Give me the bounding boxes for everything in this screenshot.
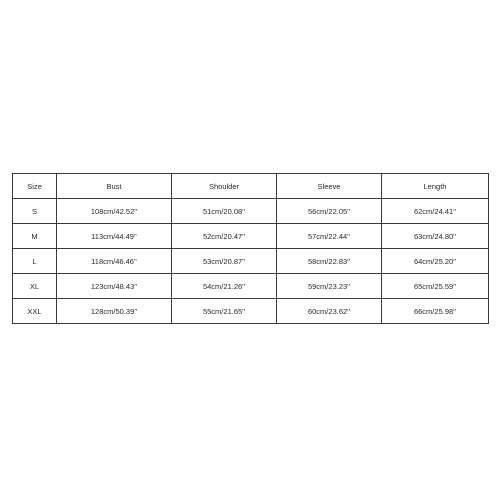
length-cell: 66cm/25.98'' bbox=[382, 299, 489, 324]
sleeve-cell: 57cm/22.44'' bbox=[277, 224, 382, 249]
header-bust: Bust bbox=[57, 174, 172, 199]
table-row bbox=[13, 224, 489, 249]
sleeve-cell: 59cm/23.23'' bbox=[277, 274, 382, 299]
length-cell: 64cm/25.20'' bbox=[382, 249, 489, 274]
shoulder-cell: 51cm/20.08'' bbox=[172, 199, 277, 224]
bust-cell: 113cm/44.49'' bbox=[57, 224, 172, 249]
table-row bbox=[13, 299, 489, 324]
length-cell: 62cm/24.41'' bbox=[382, 199, 489, 224]
sleeve-cell: 56cm/22.05'' bbox=[277, 199, 382, 224]
bust-cell: 118cm/46.46'' bbox=[57, 249, 172, 274]
sleeve-cell: 58cm/22.83'' bbox=[277, 249, 382, 274]
table-row bbox=[13, 249, 489, 274]
header-length: Length bbox=[382, 174, 489, 199]
size-cell: S bbox=[13, 199, 57, 224]
header-size: Size bbox=[13, 174, 57, 199]
size-cell: M bbox=[13, 224, 57, 249]
shoulder-cell: 52cm/20.47'' bbox=[172, 224, 277, 249]
header-shoulder: Shoulder bbox=[172, 174, 277, 199]
size-chart-table bbox=[12, 173, 489, 324]
bust-cell: 128cm/50.39'' bbox=[57, 299, 172, 324]
table-row bbox=[13, 274, 489, 299]
bust-cell: 108cm/42.52'' bbox=[57, 199, 172, 224]
size-cell: XXL bbox=[13, 299, 57, 324]
size-cell: L bbox=[13, 249, 57, 274]
shoulder-cell: 55cm/21.65'' bbox=[172, 299, 277, 324]
bust-cell: 123cm/48.43'' bbox=[57, 274, 172, 299]
sleeve-cell: 60cm/23.62'' bbox=[277, 299, 382, 324]
shoulder-cell: 53cm/20.87'' bbox=[172, 249, 277, 274]
length-cell: 63cm/24.80'' bbox=[382, 224, 489, 249]
length-cell: 65cm/25.59'' bbox=[382, 274, 489, 299]
header-sleeve: Sleeve bbox=[277, 174, 382, 199]
table-row bbox=[13, 199, 489, 224]
header-row bbox=[13, 174, 489, 199]
shoulder-cell: 54cm/21.26'' bbox=[172, 274, 277, 299]
size-cell: XL bbox=[13, 274, 57, 299]
